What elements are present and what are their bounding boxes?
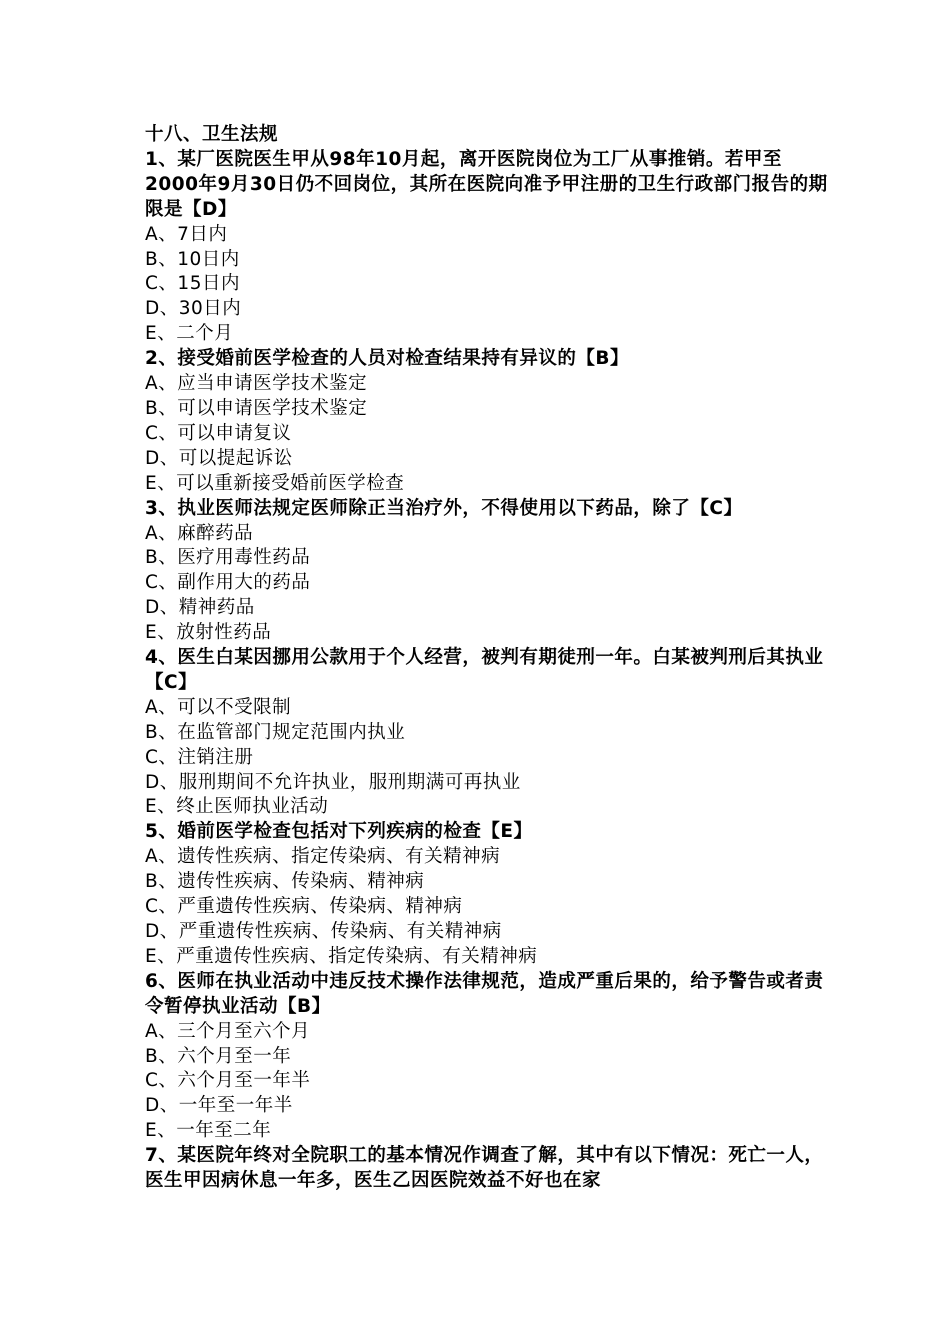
- question-text: 3、执业医师法规定医师除正当治疗外，不得使用以下药品，除了: [145, 497, 691, 519]
- question-answer: 【C】: [690, 497, 743, 519]
- option-e: E、终止医师执业活动: [145, 796, 329, 818]
- question-stem: [145, 148, 835, 223]
- question-1: [145, 148, 835, 347]
- question-answer: 【E】: [481, 821, 533, 843]
- option-d: D、服刑期间不允许执业，服刑期满可再执业: [145, 771, 521, 793]
- question-answer: 【C】: [145, 671, 198, 693]
- option-c: C、可以申请复议: [145, 422, 292, 444]
- option-b: B、在监管部门规定范围内执业: [145, 721, 406, 743]
- option-a: A、可以不受限制: [145, 696, 292, 718]
- option-a: A、麻醉药品: [145, 522, 254, 544]
- option-b: B、10日内: [145, 248, 240, 270]
- question-answer: 【B】: [576, 348, 629, 370]
- option-b: B、遗传性疾病、传染病、精神病: [145, 871, 425, 893]
- question-stem: [145, 646, 835, 696]
- section-title: 十八、卫生法规: [145, 124, 279, 145]
- option-c: C、15日内: [145, 273, 240, 295]
- question-stem: [145, 1144, 835, 1194]
- question-text: 2、接受婚前医学检查的人员对检查结果持有异议的: [145, 348, 577, 370]
- option-c: C、六个月至一年半: [145, 1070, 311, 1092]
- question-text: 1、某厂医院医生甲从98年10月起，离开医院岗位为工厂从事推销。若甲至2000年9月30日仍不回岗位，其所在医院向准予甲注册的卫生行政部门报告的期限是: [145, 148, 828, 220]
- question-2: [145, 347, 835, 496]
- option-e: E、可以重新接受婚前医学检查: [145, 472, 405, 494]
- question-text: 6、医师在执业活动中违反技术操作法律规范，造成严重后果的，给予警告或者责令暂停执业活动: [145, 970, 824, 1017]
- question-stem: [145, 820, 835, 845]
- option-c: C、注销注册: [145, 746, 254, 768]
- option-a: A、三个月至六个月: [145, 1020, 311, 1042]
- option-d: D、精神药品: [145, 597, 255, 619]
- question-5: [145, 820, 835, 969]
- document-page: [145, 123, 835, 1194]
- question-text: 4、医生白某因挪用公款用于个人经营，被判有期徒刑一年。白某被判刑后其执业: [145, 647, 824, 669]
- question-stem: [145, 970, 835, 1020]
- option-c: C、副作用大的药品: [145, 572, 311, 594]
- option-d: D、可以提起诉讼: [145, 447, 293, 469]
- question-stem: [145, 347, 835, 372]
- question-answer: 【D】: [183, 198, 237, 220]
- option-a: A、遗传性疾病、指定传染病、有关精神病: [145, 846, 501, 868]
- question-4: [145, 646, 835, 820]
- option-a: A、应当申请医学技术鉴定: [145, 373, 368, 395]
- option-e: E、二个月: [145, 323, 234, 345]
- option-e: E、放射性药品: [145, 622, 272, 644]
- option-d: D、一年至一年半: [145, 1095, 293, 1117]
- question-7: [145, 1144, 835, 1194]
- question-6: [145, 970, 835, 1144]
- option-b: B、六个月至一年: [145, 1045, 292, 1067]
- question-answer: 【B】: [278, 995, 331, 1017]
- option-e: E、严重遗传性疾病、指定传染病、有关精神病: [145, 945, 538, 967]
- option-b: B、可以申请医学技术鉴定: [145, 397, 368, 419]
- question-text: 5、婚前医学检查包括对下列疾病的检查: [145, 821, 482, 843]
- option-b: B、医疗用毒性药品: [145, 547, 311, 569]
- question-stem: [145, 497, 835, 522]
- question-3: [145, 497, 835, 646]
- option-c: C、严重遗传性疾病、传染病、精神病: [145, 896, 463, 918]
- option-d: D、30日内: [145, 298, 242, 320]
- option-a: A、7日内: [145, 223, 228, 245]
- question-text: 7、某医院年终对全院职工的基本情况作调查了解，其中有以下情况：死亡一人，医生甲因病休息一年多，医生乙因医院效益不好也在家: [145, 1145, 824, 1192]
- option-e: E、一年至二年: [145, 1120, 272, 1142]
- option-d: D、严重遗传性疾病、传染病、有关精神病: [145, 921, 502, 942]
